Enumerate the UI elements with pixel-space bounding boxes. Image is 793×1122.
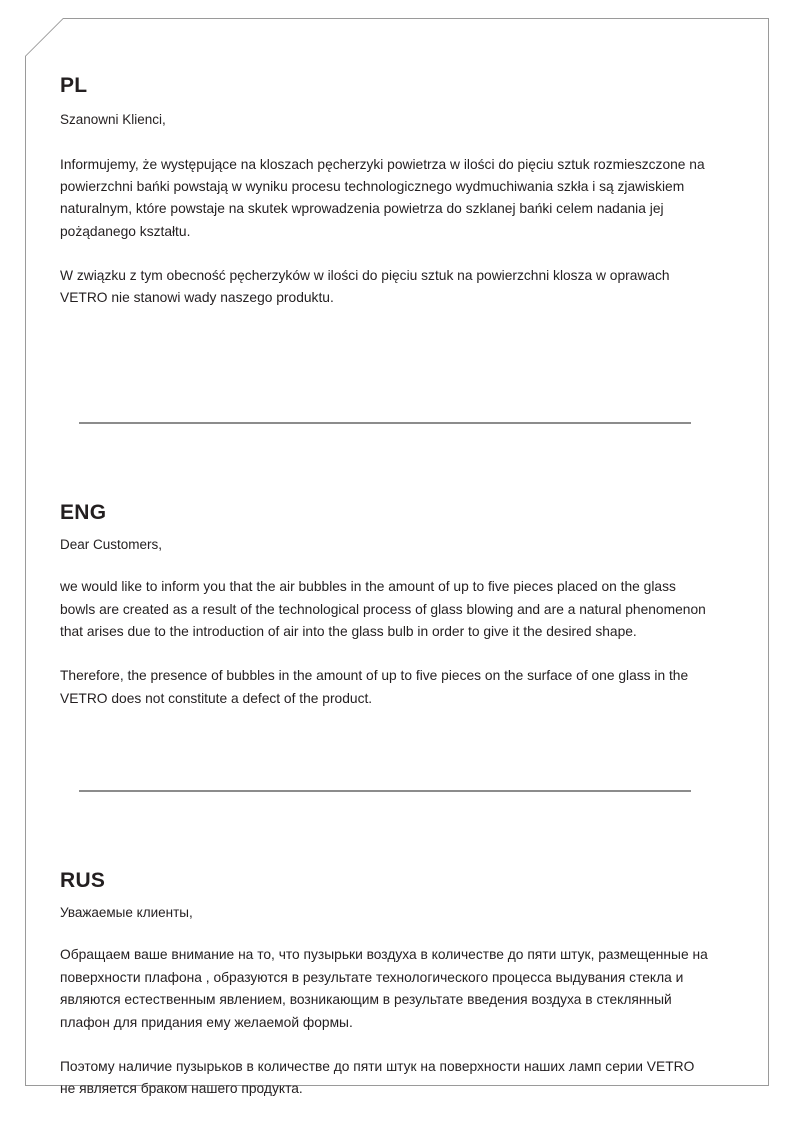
paragraph-eng-2: Therefore, the presence of bubbles in the amount of up to five pieces on the surface of one glass in the VETRO does not constitute a defect of the product.: [60, 668, 689, 706]
divider-wrap-2: [60, 790, 710, 792]
section-divider-1: [79, 422, 691, 424]
spacer-rus-top: [60, 792, 710, 870]
paragraph-rus-1: Обращаем ваше внимание на то, что пузырьки воздуха в количестве до пяти штук, размещенные на поверхности плафона , образуются в результате технологического процесса выдувания стекла и являются естественным явлением, возникающим в результате введения воздуха в стеклянный плафон для придания ему желаемой формы.: [60, 947, 708, 1030]
paragraph-pl-1: Informujemy, że występujące na kloszach pęcherzyki powietrza w ilości do pięciu sztuk rozmieszczone na powierzchni bańki powstają w wyniku procesu technologicznego wydmuchiwania szkła i są zjawiskiem naturalnym, które powstaje na skutek wprowadzenia powietrza do szklanej bańki celem nadania jej pożądanego kształtu.: [60, 156, 705, 239]
salutation-pl: Szanowni Klienci,: [60, 112, 166, 127]
paragraph-rus-2: Поэтому наличие пузырьков в количестве до пяти штук на поверхности наших ламп серии VETRO не является браком нашего продукта.: [60, 1058, 695, 1097]
salutation-eng: Dear Customers,: [60, 536, 163, 552]
section-rus: [60, 870, 710, 1101]
spacer-eng-bottom: [60, 710, 710, 790]
language-heading-pl: PL: [60, 74, 88, 97]
paragraph-eng-1: we would like to inform you that the air bubbles in the amount of up to five pieces placed on the glass bowls are created as a result of the technological process of glass blowing and are a natural phenomenon that arises due to the introduction of air into the glass bulb in order to give it the desired shape.: [60, 579, 706, 639]
language-heading-rus: RUS: [60, 868, 106, 892]
section-divider-2: [79, 790, 691, 792]
spacer-pl-bottom: [60, 310, 710, 422]
divider-wrap-1: [60, 422, 710, 424]
section-eng: [60, 502, 710, 710]
section-pl: [60, 75, 710, 310]
document-content: [60, 75, 710, 1101]
salutation-rus: Уважаемые клиенты,: [60, 904, 193, 920]
spacer-eng-top: [60, 424, 710, 502]
language-heading-eng: ENG: [60, 500, 107, 524]
paragraph-pl-2: W związku z tym obecność pęcherzyków w ilości do pięciu sztuk na powierzchni klosza w oprawach VETRO nie stanowi wady naszego produktu.: [60, 267, 670, 306]
